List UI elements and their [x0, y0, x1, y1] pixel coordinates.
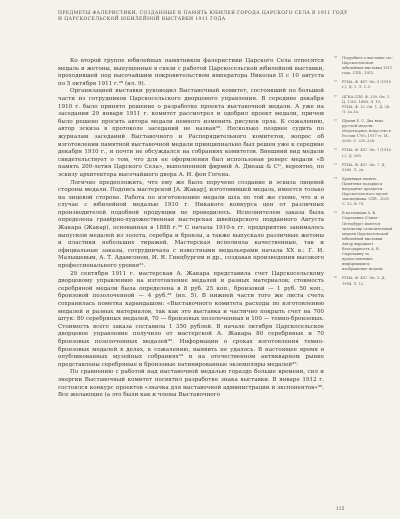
footnotes-column	[334, 56, 394, 291]
footnote-text: Щукин Е. С. Два века русской медали: Медальерное искусство в России 1700–1917 гг. М., 2000. С. 225–226.	[342, 118, 391, 144]
footnote-text: РГИА. Ф. 487. Оп. 5 (1915 г.). Д. 1. Л. 1–5.	[342, 80, 391, 90]
paragraph: Организацией выставки руководил Выставочный комитет, состоявший по большей части из сотрудников Царскосельского дворцового управления. В середине декабря 1910 г. было принято решение о разработке проекта выставочной медали. А уже на заседании 29 января 1911 г. комитет рассмотрел и одобрил проект медали, причем было решено просить автора медали немного изменить рисунок орла. К сожалению, автор эскиза в протоколе заседаний не назван²⁹. Несколько позднее судить по журналам заседаний Выставочного и Распорядительного комитетов, вопрос об изготовлении памятной выставочной медали принципиально был решен уже к середине декабря 1910 г., и почти не обсуждался на собраниях комитетов. Внешний вид медали свидетельствует о том, что для ее оформления был использован реверс медали «В память 200-летия Царского Села», выполненной фирмой А. Дмеаш & Cⁱᵉ, вероятно, по эскизу архитектора высочайшего двора А. И. фон Гогена.	[58, 88, 324, 178]
footnote	[334, 163, 394, 173]
footnote	[334, 177, 394, 208]
paragraph: По сравнению с работой над выставочной медалью гораздо больше времени, сил и энергии Выставочный комитет посвятил разработке знака выставки. В январе 1912 г. состоялся конкурс проектов «значка для выставочной администрации и экспонентов»³⁶. Все желающие (а это были как и члены Выставочного	[58, 369, 324, 399]
footnote-text: РГИА. Ф. 487. Оп. 1. Д. 1994. Л. 12.	[342, 276, 386, 286]
footnote	[334, 119, 394, 144]
footnote-number: ³⁰	[334, 94, 337, 99]
paragraph: 29 сентября 1911 г. мастерская А. Жакара представила счет Царскосельскому дворцовому управлению на изготовление медалей и разных материалов; стоимость серебряной медали была определена в 8 руб. 25 коп., бронзовой — 1 руб. 50 коп., бронзовой позолоченной — 4 руб.³² (ил. 5). В нижней части того же листа счета сохранилась пометка карандашом: «Выставочного комитета расходы по изготовлению медалей и разных материалов, так как это выставка и частично покрыть счет на 700 штук: 80 серебряных медалей, 70 — бронзовых позолоченных и 100 — темно-бронзовых. Стоимость всего заказа составила 1 350 рублей. В начале октября Царскосельское дворцовое управление получило от мастерской А. Жакара 80 серебряных и 70 бронзовых позолоченных медалей³³. Информации о сроках изготовления темно-бронзовых медалей в делах, к сожалению, выявить не удалось. В настоящее время в опубликованных музейных собраниях³⁴ и на отечественном антикварном рынке представлены серебряные и бронзовые патинированные экземпляры медалей³⁵.	[58, 270, 324, 368]
running-header	[58, 11, 388, 23]
footnote-number: ²⁹	[334, 80, 337, 85]
main-text-column	[58, 58, 324, 400]
footnote-text: РГИА. Ф. 487. Оп. 7. Д. 5360. Л. 2а.	[342, 162, 386, 172]
paragraph: Ко второй группе юбилейных памятников фалеристики Царского Села относятся медаль и жетоны, выпущенные в связи с работой Царскосельской юбилейной выставки, проходившей под высочайшим покровительством императора Николая II с 10 августа по 5 октября 1911 г.²⁸ (ил. 9).	[58, 58, 324, 87]
footnote	[334, 148, 394, 158]
footnote	[334, 80, 394, 90]
footnote	[334, 56, 394, 76]
footnote-number: ³³	[334, 162, 337, 167]
footnote-number: ³⁶	[334, 276, 337, 281]
footnote-text: ЦГИА СПб. Ф. 239. Оп. 1. Д. 1355. 1888. Л. 10; РГИА. Ф. 12. Оп. 1. Д. 28. Л. 2а–1а.	[342, 94, 391, 114]
footnote-number: ²⁸	[334, 56, 337, 60]
footnote-text: Подробнее о выставке см.: Царскосельская юбилейная выставка 1911 года. СПб., 1912.	[342, 56, 393, 76]
footnote	[334, 211, 394, 272]
footnote-number: ³²	[334, 148, 337, 153]
footnote	[334, 95, 394, 115]
footnote	[334, 276, 394, 286]
page-number: 115	[336, 507, 345, 512]
paragraph: Логично предположить, что ему же было поручено создание и эскиза лицевой стороны медали. Подпись мастерской [А. Жакар], изготовившей медаль, имеется только на лицевой стороне. Работа по изготовлению медали шла по той же схеме, что и в случае с юбилейной медалью 1910 г. Никакого конкурса цен от различных производителей подобной продукции не проводилось. Исполнителем заказа была определена гравёрно-художественная мастерская швейцарского подданного Августа Жакара (Жакар), основанная в 1888 г.³⁰ С начала 1910-х гг. предприятие занималось выпуском медалей из золота, серебра и бронзы, а также выпускало различные жетоны и пластики небольших тиражей. Мастерская исполняла качественные, так и официальные заказы, сотрудничала с известными медальерами начала XX в.: Г. И. Малышевым, А. Т. Адамсоном, И. Я. Гинцбургом и др., создавая произведения высокого профессионального уровня³¹.	[58, 179, 324, 270]
running-header-line-2: И ЦАРСКОСЕЛЬСКОЙ ЮБИЛЕЙНОЙ ВЫСТАВКИ 1911 ГОДА	[58, 17, 226, 23]
footnote-number: ³¹	[334, 118, 337, 123]
footnote-text: В коллекции А. В. Сырочкина (Санкт-Петербург) имеется экземпляр отличительной медали Царскосельской юбилейной выставки. Автор выражает благодарность А. В. Сырочкину за предоставление информации и изображение медали.	[342, 211, 393, 272]
footnote-text: РГИА. Ф. 487. Оп. 7 (1910 г.). Д. 569.	[342, 148, 391, 158]
footnote-text: Хранящая память. Памятные подарки и наградные предметы Царскосельского музея-заповедника. СПб., 2001. С. 52, № 78.	[342, 176, 391, 207]
footnote-number: ³⁵	[334, 211, 337, 216]
footnote-number: ³⁴	[334, 176, 337, 181]
running-header-line-1: ПРЕДМЕТЫ ФАЛЕРИСТИКИ, СОЗДАННЫЕ В ПАМЯТЬ ЮБИЛЕЯ ГОРОДА ЦАРСКОГО СЕЛА В 1911 ГОДУ	[58, 11, 348, 16]
